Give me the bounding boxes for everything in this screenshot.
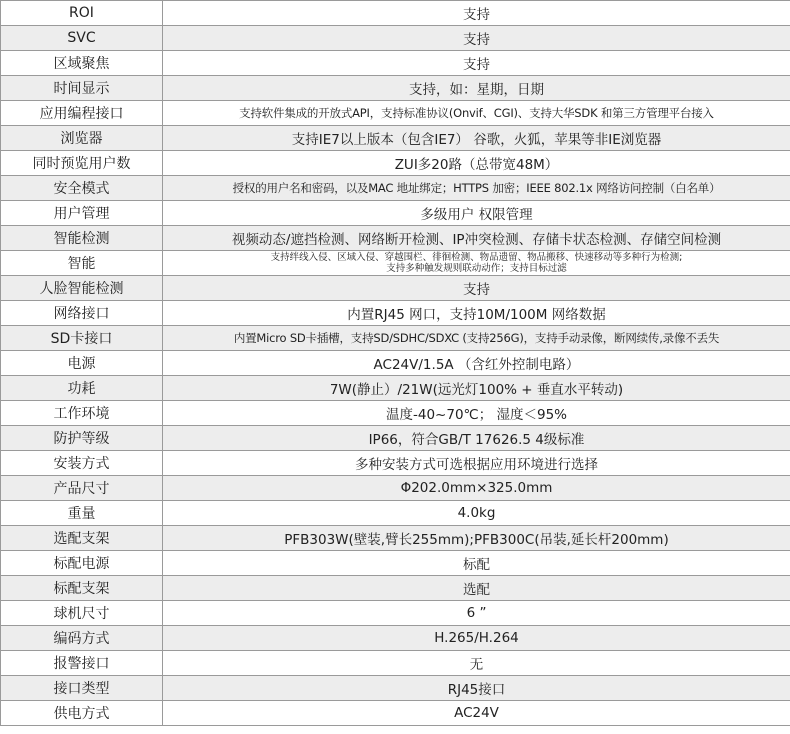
spec-label: 重量 bbox=[1, 501, 163, 526]
spec-value: 支持 bbox=[163, 26, 790, 51]
table-row bbox=[1, 226, 790, 251]
spec-value: 温度-40~70℃； 湿度＜95% bbox=[163, 401, 790, 426]
spec-value: 授权的用户名和密码，以及MAC 地址绑定；HTTPS 加密；IEEE 802.1x 网络访问控制（白名单） bbox=[163, 176, 790, 201]
spec-value: 多级用户 权限管理 bbox=[163, 201, 790, 226]
spec-value: 支持IE7以上版本（包含IE7） 谷歌，火狐，苹果等非IE浏览器 bbox=[163, 126, 790, 151]
spec-value: AC24V/1.5A （含红外控制电路） bbox=[163, 351, 790, 376]
table-row bbox=[1, 251, 790, 276]
spec-value: 选配 bbox=[163, 576, 790, 601]
spec-value: 无 bbox=[163, 651, 790, 676]
table-row bbox=[1, 626, 790, 651]
spec-value-line: 支持绊线入侵、区域入侵、穿越围栏、徘徊检测、物品遗留、物品搬移、快速移动等多种行为检测; bbox=[270, 252, 683, 263]
table-row bbox=[1, 676, 790, 701]
table-row bbox=[1, 1, 790, 26]
spec-label: 球机尺寸 bbox=[1, 601, 163, 626]
table-row bbox=[1, 151, 790, 176]
spec-label: 浏览器 bbox=[1, 126, 163, 151]
table-row bbox=[1, 126, 790, 151]
spec-label: 同时预览用户数 bbox=[1, 151, 163, 176]
spec-label: 安装方式 bbox=[1, 451, 163, 476]
spec-value: AC24V bbox=[163, 701, 790, 726]
table-row bbox=[1, 276, 790, 301]
spec-label: 电源 bbox=[1, 351, 163, 376]
table-row bbox=[1, 701, 790, 726]
table-row bbox=[1, 526, 790, 551]
spec-label: 接口类型 bbox=[1, 676, 163, 701]
spec-label: 人脸智能检测 bbox=[1, 276, 163, 301]
table-row bbox=[1, 351, 790, 376]
table-row bbox=[1, 601, 790, 626]
spec-label: 时间显示 bbox=[1, 76, 163, 101]
spec-label: 用户管理 bbox=[1, 201, 163, 226]
spec-label: SD卡接口 bbox=[1, 326, 163, 351]
spec-label: 区域聚焦 bbox=[1, 51, 163, 76]
spec-label: 应用编程接口 bbox=[1, 101, 163, 126]
spec-value: Φ202.0mm×325.0mm bbox=[163, 476, 790, 501]
spec-label: 工作环境 bbox=[1, 401, 163, 426]
spec-label: 功耗 bbox=[1, 376, 163, 401]
spec-value: 支持 bbox=[163, 51, 790, 76]
spec-value: 6 ” bbox=[163, 601, 790, 626]
table-row bbox=[1, 176, 790, 201]
spec-value: 视频动态/遮挡检测、网络断开检测、IP冲突检测、存储卡状态检测、存储空间检测 bbox=[163, 226, 790, 251]
table-row bbox=[1, 476, 790, 501]
table-row bbox=[1, 451, 790, 476]
spec-value: IP66，符合GB/T 17626.5 4级标准 bbox=[163, 426, 790, 451]
spec-label: 防护等级 bbox=[1, 426, 163, 451]
spec-value bbox=[163, 251, 790, 276]
spec-value-line: 支持多种触发规则联动动作；支持目标过滤 bbox=[386, 263, 567, 274]
spec-value: 多种安装方式可选根据应用环境进行选择 bbox=[163, 451, 790, 476]
table-row bbox=[1, 76, 790, 101]
spec-label: 标配电源 bbox=[1, 551, 163, 576]
table-row bbox=[1, 401, 790, 426]
spec-value: ZUI多20路（总带宽48M） bbox=[163, 151, 790, 176]
table-row bbox=[1, 376, 790, 401]
table-row bbox=[1, 201, 790, 226]
table-row bbox=[1, 551, 790, 576]
spec-value: 内置RJ45 网口，支持10M/100M 网络数据 bbox=[163, 301, 790, 326]
spec-value: 4.0kg bbox=[163, 501, 790, 526]
spec-value: 支持，如：星期，日期 bbox=[163, 76, 790, 101]
spec-value: 支持软件集成的开放式API，支持标准协议(Onvif、CGI)、支持大华SDK 和第三方管理平台接入 bbox=[163, 101, 790, 126]
spec-label: 供电方式 bbox=[1, 701, 163, 726]
spec-value: PFB303W(壁装,臂长255mm);PFB300C(吊装,延长杆200mm) bbox=[163, 526, 790, 551]
spec-value: H.265/H.264 bbox=[163, 626, 790, 651]
table-row bbox=[1, 326, 790, 351]
spec-label: SVC bbox=[1, 26, 163, 51]
spec-label: 选配支架 bbox=[1, 526, 163, 551]
spec-label: 编码方式 bbox=[1, 626, 163, 651]
table-row bbox=[1, 101, 790, 126]
spec-label: ROI bbox=[1, 1, 163, 26]
spec-value: 标配 bbox=[163, 551, 790, 576]
spec-value: RJ45接口 bbox=[163, 676, 790, 701]
spec-label: 安全模式 bbox=[1, 176, 163, 201]
table-row bbox=[1, 501, 790, 526]
spec-value: 7W(静止）/21W(远光灯100% + 垂直水平转动) bbox=[163, 376, 790, 401]
spec-label: 产品尺寸 bbox=[1, 476, 163, 501]
table-row bbox=[1, 426, 790, 451]
spec-label: 网络接口 bbox=[1, 301, 163, 326]
spec-value: 支持 bbox=[163, 276, 790, 301]
table-row bbox=[1, 301, 790, 326]
spec-label: 标配支架 bbox=[1, 576, 163, 601]
table-row bbox=[1, 651, 790, 676]
spec-value: 支持 bbox=[163, 1, 790, 26]
spec-label: 智能 bbox=[1, 251, 163, 276]
spec-value: 内置Micro SD卡插槽，支持SD/SDHC/SDXC (支持256G)，支持手动录像，断网续传,录像不丢失 bbox=[163, 326, 790, 351]
table-row bbox=[1, 576, 790, 601]
spec-label: 智能检测 bbox=[1, 226, 163, 251]
table-row bbox=[1, 26, 790, 51]
spec-label: 报警接口 bbox=[1, 651, 163, 676]
table-row bbox=[1, 51, 790, 76]
